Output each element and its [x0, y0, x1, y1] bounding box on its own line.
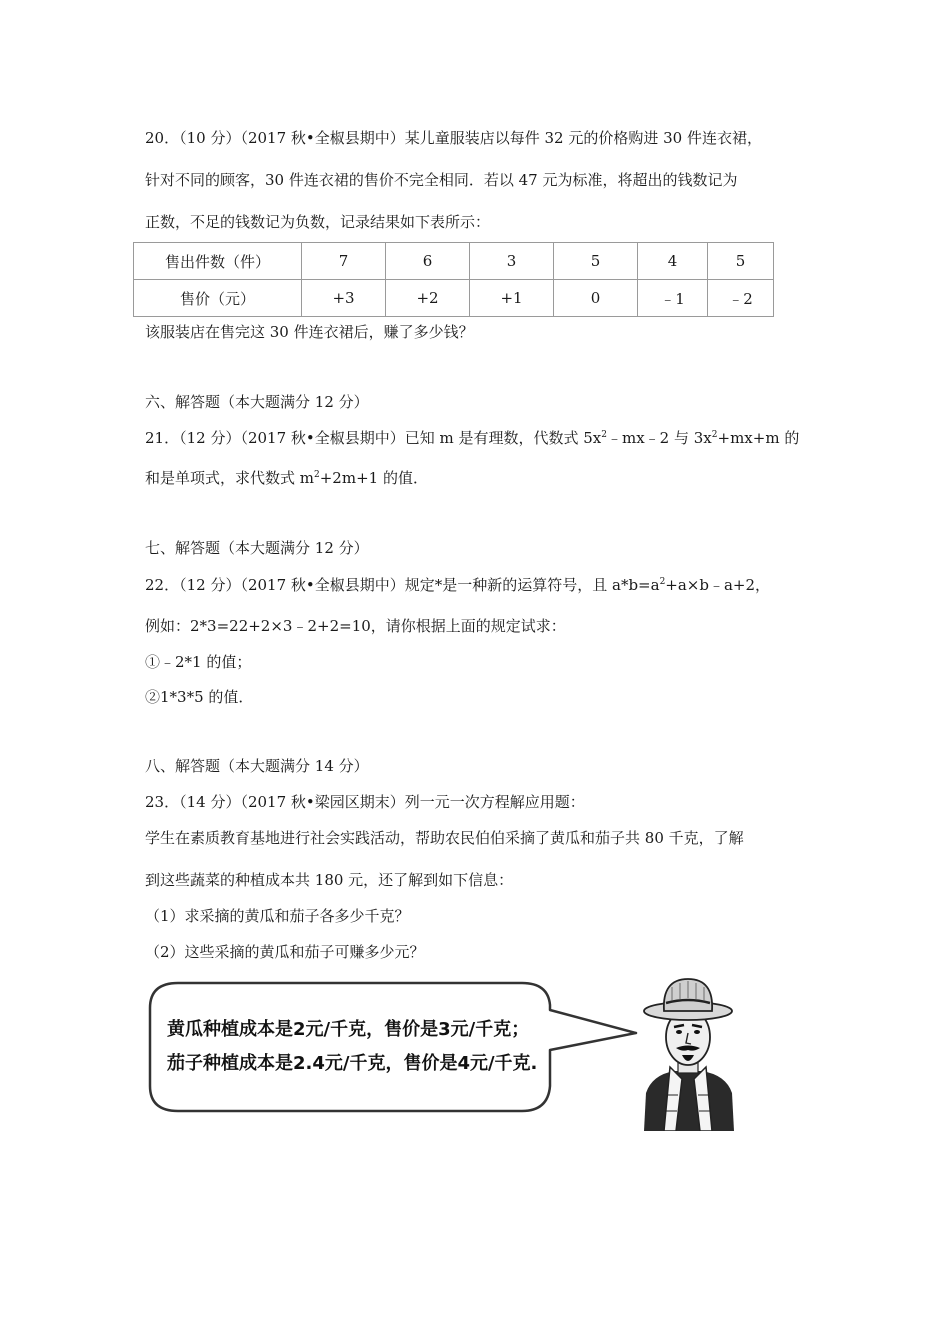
section-6-title: 六、解答题（本大题满分 12 分） — [145, 393, 369, 411]
q22-line3: ①﹣2*1 的值； — [145, 653, 252, 671]
table-cell: 3 — [470, 243, 554, 280]
q21-text: +mx+m 的 — [717, 429, 800, 447]
q23-line2: 学生在素质教育基地进行社会实践活动，帮助农民伯伯采摘了黄瓜和茄子共 80 千克，了解 — [145, 829, 744, 847]
q23-line1: 23．（14 分）（2017 秋•梁园区期末）列一元一次方程解应用题： — [145, 793, 585, 811]
q20-line1: 20．（10 分）（2017 秋•全椒县期中）某儿童服装店以每件 32 元的价格购进 30 件连衣裙， — [145, 129, 762, 147]
q22-line2: 例如：2*3=22+2×3﹣2+2=10，请你根据上面的规定试求： — [145, 617, 566, 635]
q22-line4: ②1*3*5 的值． — [145, 688, 254, 706]
q22-text: +a×b﹣a+2， — [665, 576, 771, 594]
table-cell: 售价（元） — [134, 280, 302, 317]
q23-line5: （2）这些采摘的黄瓜和茄子可赚多少元？ — [145, 943, 425, 961]
exponent: 2 — [314, 470, 320, 480]
q22-text: 22．（12 分）（2017 秋•全椒县期中）规定*是一种新的运算符号，且 a*b=a — [145, 576, 660, 594]
table-cell: 6 — [386, 243, 470, 280]
q21-text: +2m+1 的值． — [319, 469, 428, 487]
bubble-line-2: 茄子种植成本是2.4元/千克，售价是4元/千克. — [167, 1053, 538, 1074]
table-cell: 4 — [638, 243, 708, 280]
q21-text: 和是单项式，求代数式 m — [145, 469, 314, 487]
table-cell: 5 — [554, 243, 638, 280]
table-cell: +3 — [302, 280, 386, 317]
q21-text: 21．（12 分）（2017 秋•全椒县期中）已知 m 是有理数，代数式 5x — [145, 429, 602, 447]
table-cell: 7 — [302, 243, 386, 280]
q23-line4: （1）求采摘的黄瓜和茄子各多少千克？ — [145, 907, 410, 925]
table-cell: +1 — [470, 280, 554, 317]
q21-text: ﹣mx﹣2 与 3x — [607, 429, 712, 447]
table-cell: ﹣2 — [708, 280, 774, 317]
section-7-title: 七、解答题（本大题满分 12 分） — [145, 539, 369, 557]
exponent: 2 — [659, 577, 666, 587]
table-cell: 0 — [554, 280, 638, 317]
q23-line3: 到这些蔬菜的种植成本共 180 元，还了解到如下信息： — [145, 871, 514, 889]
exponent: 2 — [711, 430, 718, 440]
section-8-title: 八、解答题（本大题满分 14 分） — [145, 757, 369, 775]
q20-question: 该服装店在售完这 30 件连衣裙后，赚了多少钱？ — [145, 323, 474, 341]
table-cell: 售出件数（件） — [134, 243, 302, 280]
q20-line3: 正数，不足的钱数记为负数，记录结果如下表所示： — [145, 213, 491, 231]
exponent: 2 — [601, 430, 607, 440]
table-cell: +2 — [386, 280, 470, 317]
table-cell: 5 — [708, 243, 774, 280]
farmer-illustration — [636, 975, 740, 1131]
q20-line2: 针对不同的顾客，30 件连衣裙的售价不完全相同．若以 47 元为标准，将超出的钱数记为 — [145, 171, 738, 189]
bubble-line-1: 黄瓜种植成本是2元/千克，售价是3元/千克； — [167, 1019, 530, 1040]
table-cell: ﹣1 — [638, 280, 708, 317]
